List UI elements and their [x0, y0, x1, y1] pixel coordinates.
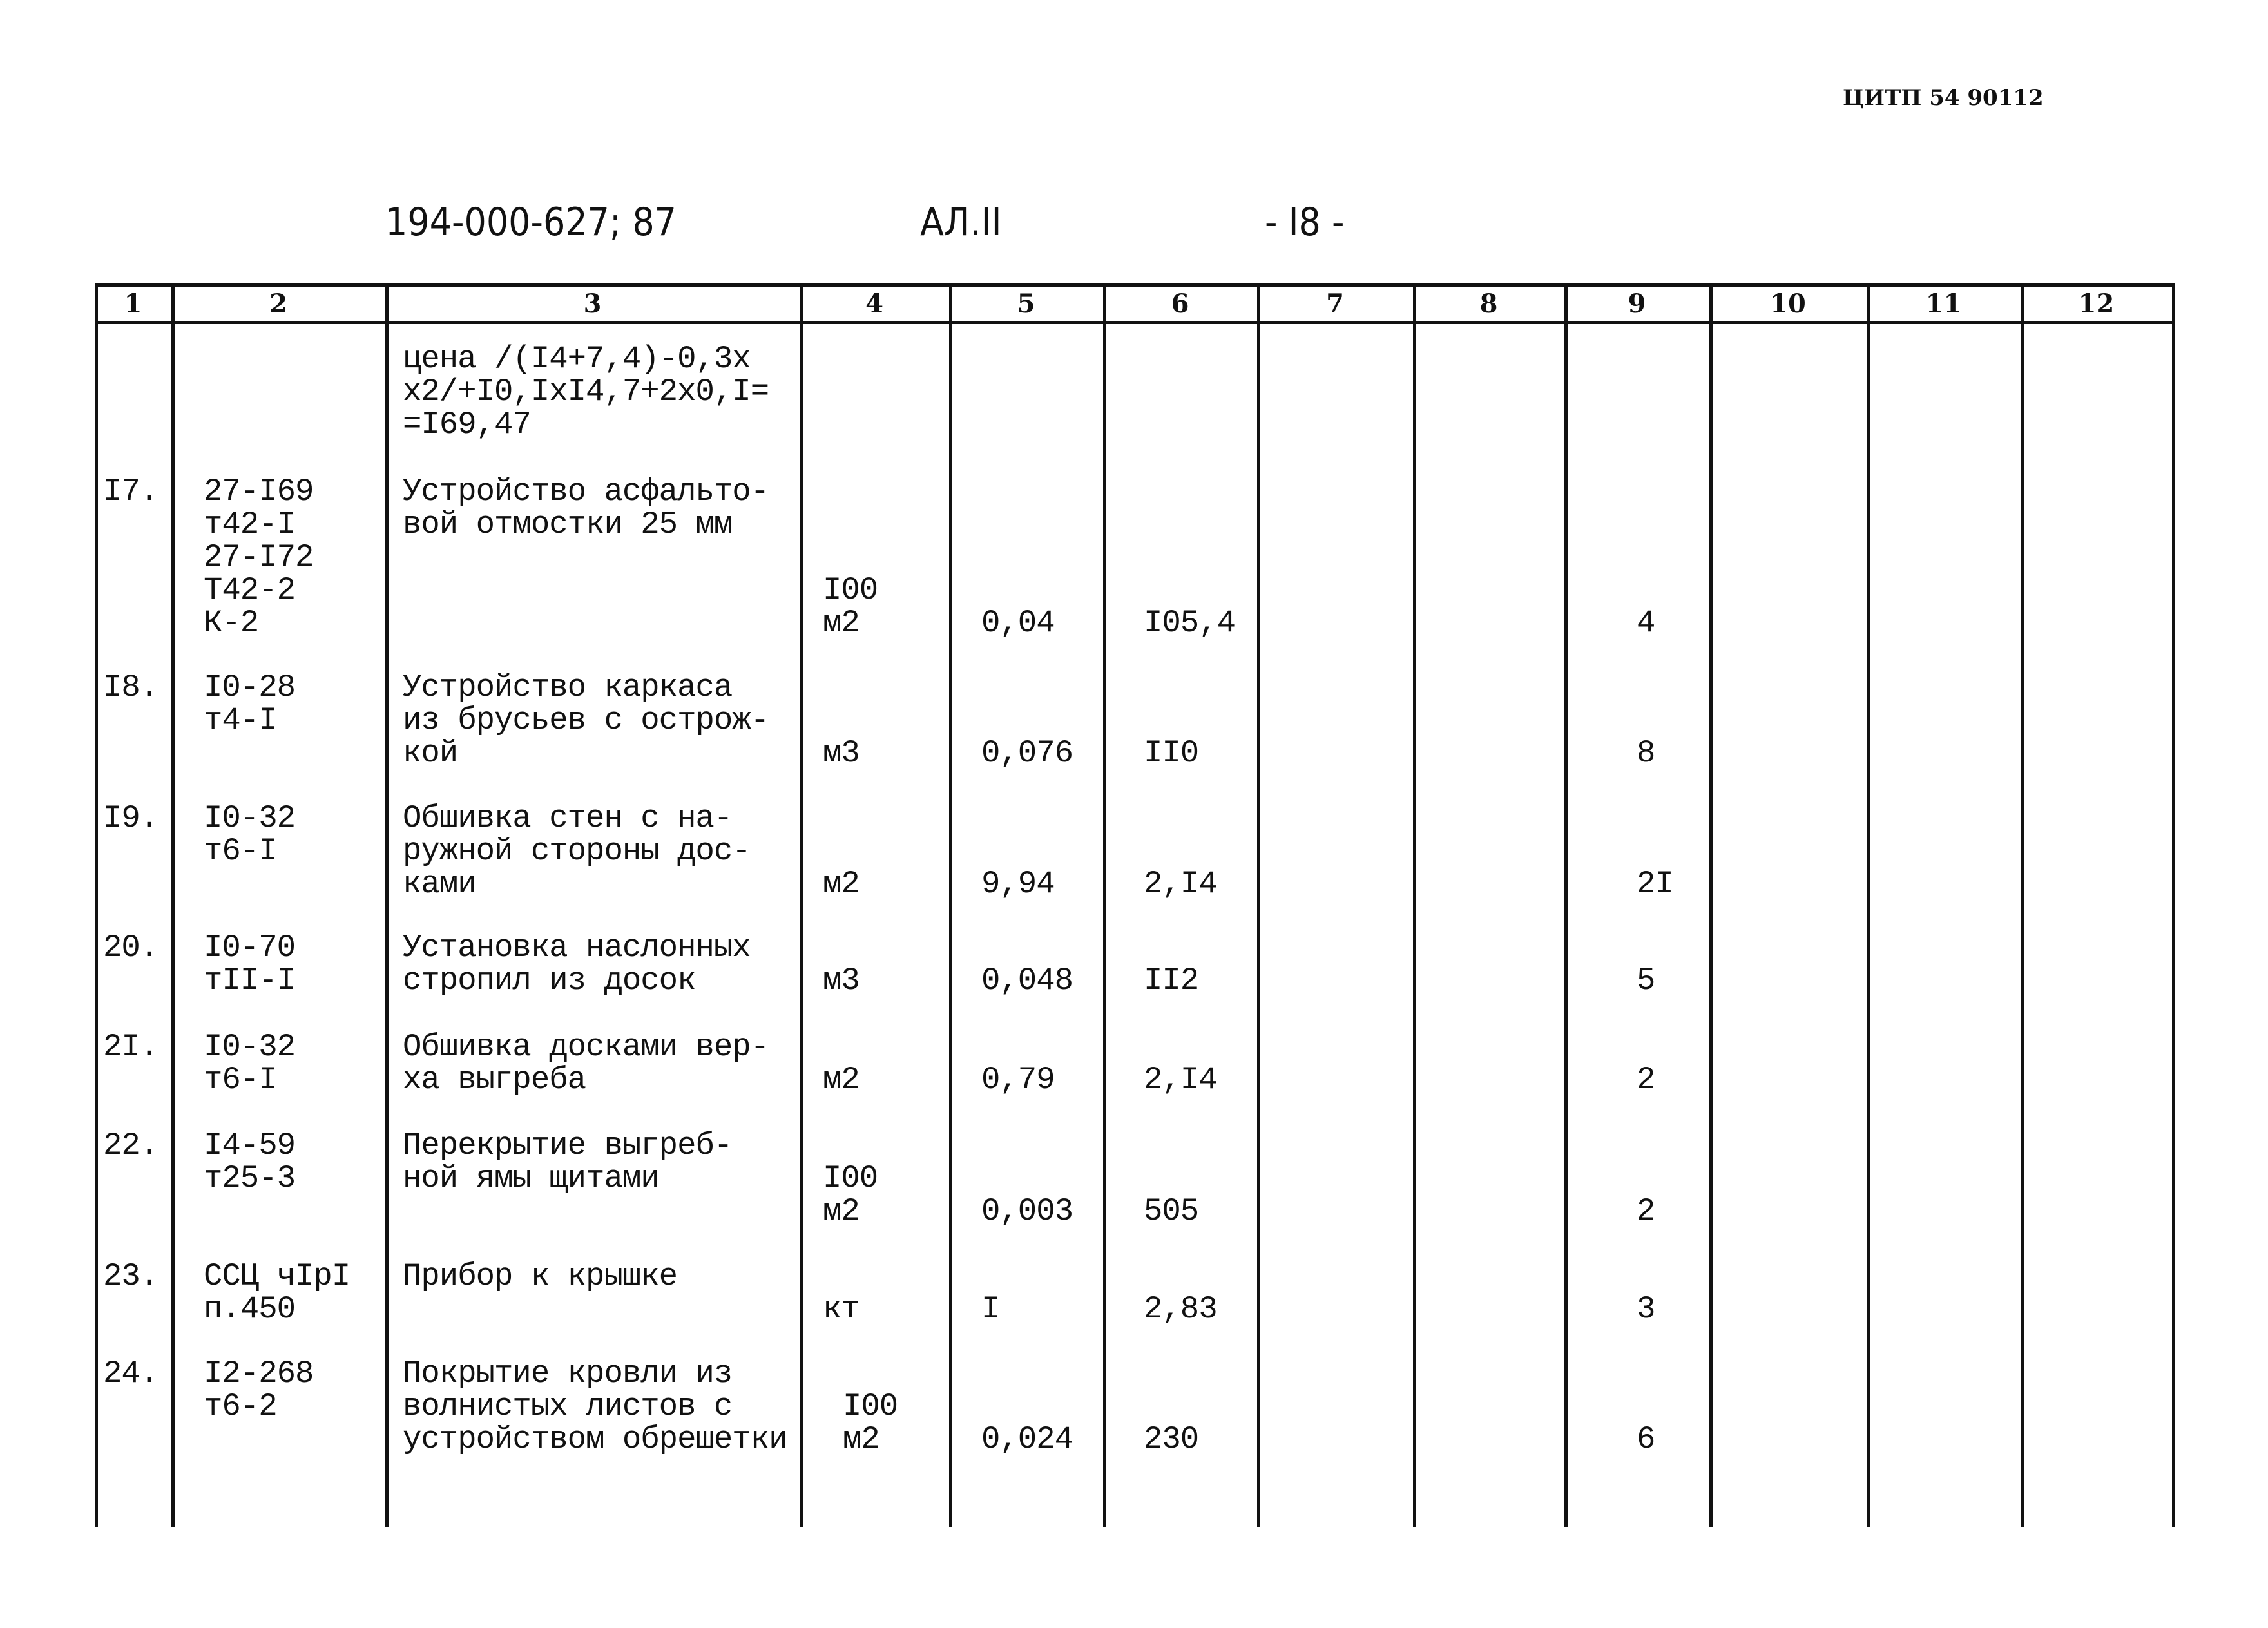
work-description: Прибор к крышке — [403, 1258, 678, 1294]
column-header-12: 12 — [2078, 289, 2115, 319]
unit: кт — [823, 1291, 860, 1327]
unit-price: 2,I4 — [1144, 866, 1217, 902]
unit: м3 — [823, 962, 860, 999]
column-divider — [800, 283, 803, 1527]
column-header-10: 10 — [1770, 289, 1806, 319]
quantity: I — [981, 1291, 1000, 1327]
header-bottom-border — [95, 321, 2175, 324]
continuation-text: цена /(I4+7,4)-0,3х х2/+I0,IxI4,7+2x0,I= =I69,47 — [403, 341, 769, 443]
column-9-value: 4 — [1637, 605, 1655, 641]
unit-price: I05,4 — [1144, 605, 1236, 641]
column-divider — [2172, 283, 2175, 1527]
column-divider — [1564, 283, 1568, 1527]
row-number: 24. — [103, 1355, 159, 1392]
quantity: 0,79 — [981, 1062, 1055, 1098]
row-number: I7. — [103, 474, 159, 510]
work-description: Покрытие кровли из волнистых листов с устройством обрешетки — [403, 1355, 787, 1457]
column-9-value: 2 — [1637, 1062, 1655, 1098]
quantity: 0,024 — [981, 1421, 1073, 1457]
column-9-value: 6 — [1637, 1421, 1655, 1457]
column-divider — [95, 283, 98, 1527]
unit-price: II2 — [1144, 962, 1199, 999]
norm-code: I4-59 т25-3 — [204, 1127, 296, 1196]
row-number: 23. — [103, 1258, 159, 1294]
column-9-value: 2I — [1637, 866, 1673, 902]
column-header-6: 6 — [1171, 289, 1189, 319]
sheet-label: АЛ.II — [920, 200, 1002, 245]
column-divider — [1867, 283, 1870, 1527]
column-header-5: 5 — [1017, 289, 1035, 319]
work-description: Устройство каркаса из брусьев с острож- кой — [403, 669, 769, 771]
unit: м3 — [823, 735, 860, 771]
unit: м2 — [823, 1062, 860, 1098]
column-9-value: 5 — [1637, 962, 1655, 999]
column-header-8: 8 — [1479, 289, 1498, 319]
row-number: I9. — [103, 800, 159, 836]
row-number: I8. — [103, 669, 159, 705]
column-header-2: 2 — [269, 289, 287, 319]
quantity: 0,076 — [981, 735, 1073, 771]
work-description: Устройство асфальто- вой отмостки 25 мм — [403, 474, 769, 542]
unit-price: 505 — [1144, 1193, 1199, 1229]
column-divider — [171, 283, 175, 1527]
work-description: Обшивка стен с на- ружной стороны дос- ками — [403, 800, 751, 902]
norm-code: I0-28 т4-I — [204, 669, 296, 738]
column-header-1: 1 — [124, 289, 142, 319]
norm-code: ССЦ чIрI п.450 — [204, 1258, 351, 1327]
work-description: Обшивка досками вер- ха выгреба — [403, 1029, 769, 1098]
norm-code: I2-268 т6-2 — [204, 1355, 314, 1424]
unit-price: II0 — [1144, 735, 1199, 771]
norm-code: I0-32 т6-I — [204, 800, 296, 869]
quantity: 0,003 — [981, 1193, 1073, 1229]
column-9-value: 3 — [1637, 1291, 1655, 1327]
column-header-4: 4 — [865, 289, 883, 319]
unit-price: 230 — [1144, 1421, 1199, 1457]
unit-price: 2,I4 — [1144, 1062, 1217, 1098]
unit: м2 — [823, 866, 860, 902]
column-header-7: 7 — [1326, 289, 1344, 319]
column-divider — [949, 283, 952, 1527]
column-9-value: 2 — [1637, 1193, 1655, 1229]
page-number: - I8 - — [1265, 200, 1345, 245]
column-divider — [1257, 283, 1260, 1527]
unit-price: 2,83 — [1144, 1291, 1217, 1327]
column-divider — [385, 283, 389, 1527]
column-divider — [1103, 283, 1106, 1527]
work-description: Установка наслонных стропил из досок — [403, 930, 751, 999]
row-number: 22. — [103, 1127, 159, 1164]
unit: I00 м2 — [843, 1388, 898, 1457]
column-divider — [1709, 283, 1713, 1527]
quantity: 0,04 — [981, 605, 1055, 641]
quantity: 0,048 — [981, 962, 1073, 999]
column-9-value: 8 — [1637, 735, 1655, 771]
row-number: 20. — [103, 930, 159, 966]
column-header-3: 3 — [583, 289, 602, 319]
norm-code: 27-I69 т42-I 27-I72 Т42-2 К-2 — [204, 474, 314, 641]
row-number: 2I. — [103, 1029, 159, 1065]
unit: I00 м2 — [823, 572, 878, 641]
table-top-border — [95, 283, 2175, 287]
unit: I00 м2 — [823, 1160, 878, 1229]
work-description: Перекрытие выгреб- ной ямы щитами — [403, 1127, 733, 1196]
document-stamp: ЦИТП 54 90112 — [1843, 85, 2044, 111]
column-divider — [2021, 283, 2024, 1527]
quantity: 9,94 — [981, 866, 1055, 902]
column-divider — [1413, 283, 1416, 1527]
norm-code: I0-32 т6-I — [204, 1029, 296, 1098]
norm-code: I0-70 тII-I — [204, 930, 296, 999]
column-header-11: 11 — [1925, 289, 1962, 319]
document-number: 194-000-627; 87 — [385, 200, 677, 245]
column-header-9: 9 — [1628, 289, 1646, 319]
